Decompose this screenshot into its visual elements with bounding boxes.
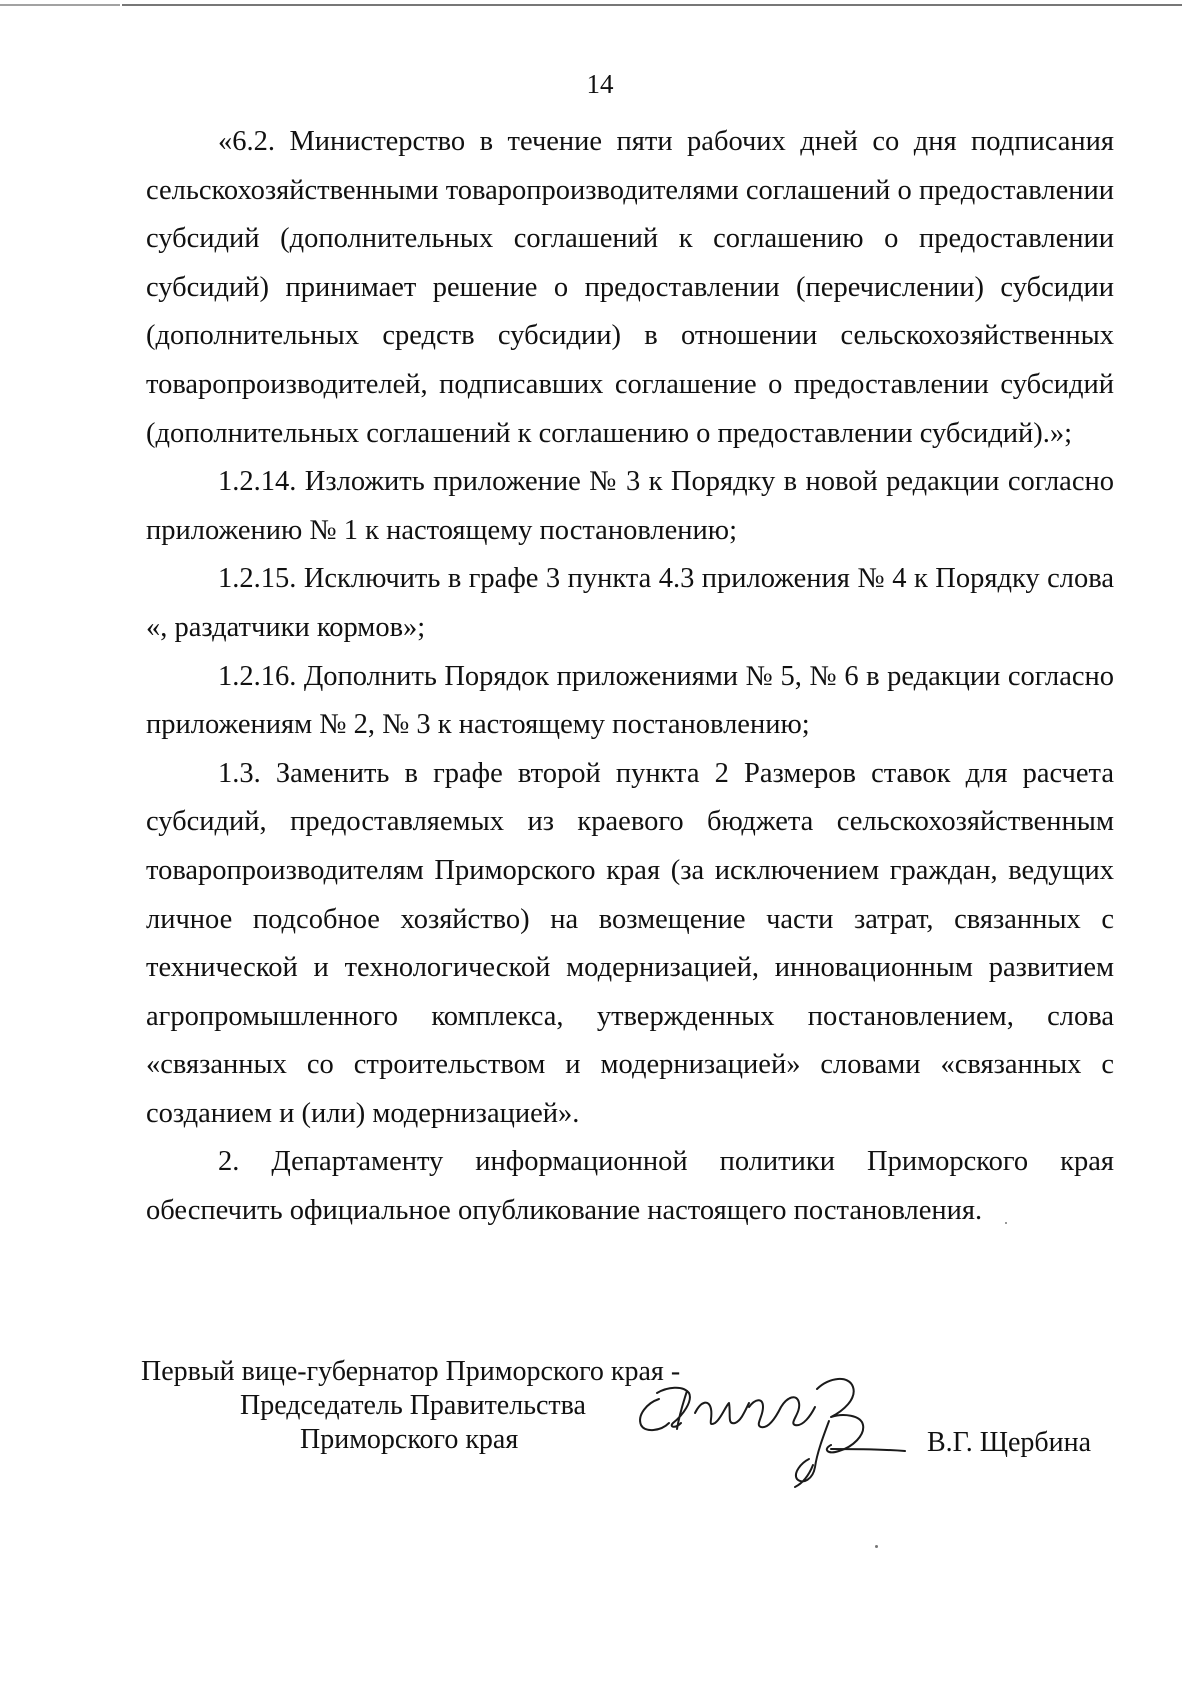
document-body xyxy=(146,118,1114,1236)
paragraph-1-3: 1.3. Заменить в графе второй пункта 2 Размеров ставок для расчета субсидий, предоставляемых из краевого бюджета сельскохозяйственным товаропроизводителям Приморского края (за исключением граждан, ведущих личное подсобное хозяйство) на возмещение части затрат, связанных с технической и технологической модернизацией, инновационным развитием агропромышленного комплекса, утвержденных постановлением, слова «связанных со строительством и модернизацией» словами «связанных с созданием и (или) модернизацией». xyxy=(146,757,1114,1129)
paragraph-2: 2. Департаменту информационной политики Приморского края обеспечить официальное опубликование настоящего постановления. xyxy=(146,1146,1114,1227)
signatory-title-line2: Председатель Правительства xyxy=(240,1390,586,1421)
signatory-title-line3: Приморского края xyxy=(300,1424,519,1455)
paragraph-1-2-15: 1.2.15. Исключить в графе 3 пункта 4.3 приложения № 4 к Порядку слова «, раздатчики кормов»; xyxy=(146,563,1114,643)
paragraph-6-2: «6.2. Министерство в течение пяти рабочих дней со дня подписания сельскохозяйственными товаропроизводителями соглашений о предоставлении субсидий (дополнительных соглашений к соглашению о предоставлении субсидий) принимает решение о предоставлении (перечислении) субсидии (дополнительных средств субсидии) в отношении сельскохозяйственных товаропроизводителей, подписавших соглашение о предоставлении субсидий (дополнительных соглашений к соглашению о предоставлении субсидий).»; xyxy=(146,126,1114,449)
paragraph-1-2-14: 1.2.14. Изложить приложение № 3 к Порядку в новой редакции согласно приложению № 1 к настоящему постановлению; xyxy=(146,466,1114,546)
scan-edge-mark xyxy=(0,4,120,6)
paragraph-1-2-16: 1.2.16. Дополнить Порядок приложениями № 5, № 6 в редакции согласно приложениям № 2, № 3 к настоящему постановлению; xyxy=(146,660,1114,741)
handwritten-signature xyxy=(617,1363,917,1493)
signatory-name: В.Г. Щербина xyxy=(927,1427,1092,1458)
signatory-title-line1: Первый вице-губернатор Приморского края - xyxy=(141,1356,681,1387)
scan-speck xyxy=(875,1545,878,1548)
page-number: 14 xyxy=(586,69,614,99)
signature-block xyxy=(141,1355,1121,1495)
scan-speck xyxy=(1005,1222,1007,1224)
scan-edge-line xyxy=(122,4,1182,6)
